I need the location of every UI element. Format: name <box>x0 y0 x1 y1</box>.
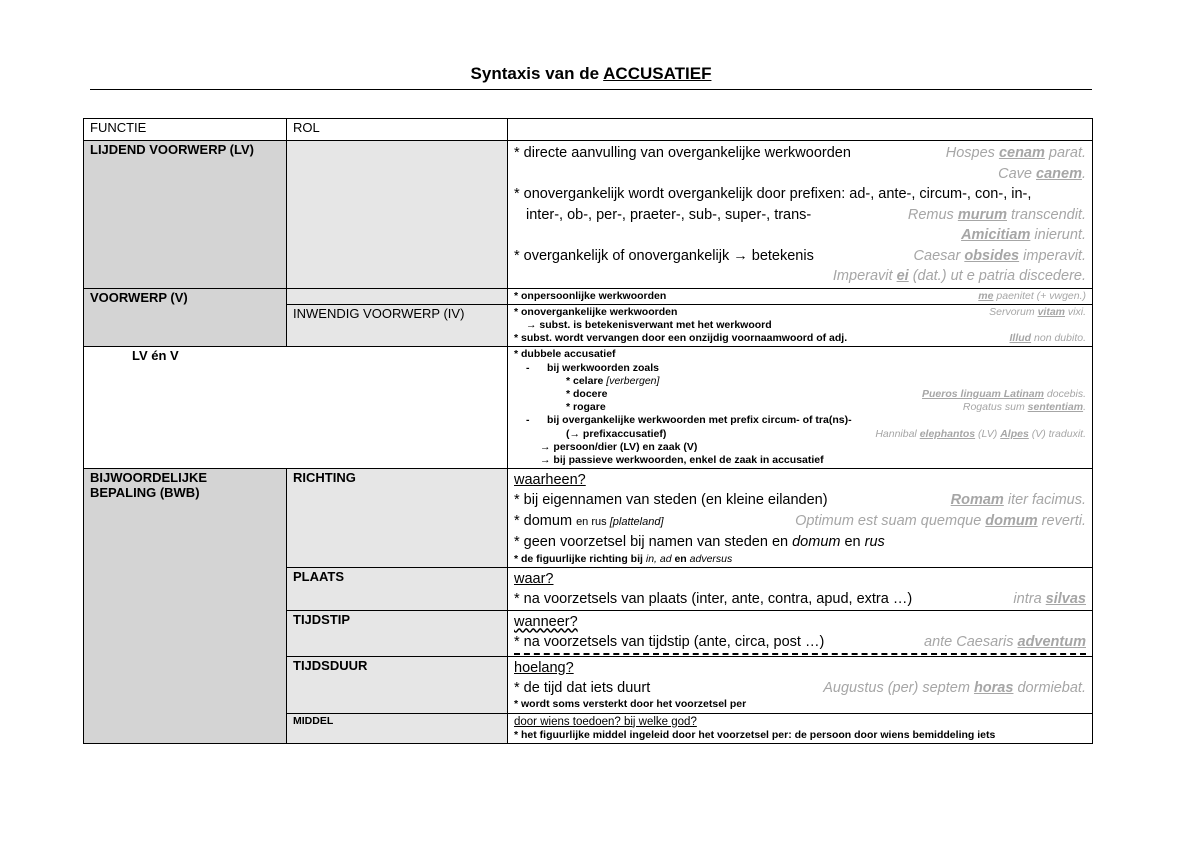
syntax-table <box>83 118 1093 744</box>
lv-line-3: inter-, ob-, per-, praeter-, sub-, super-, trans- <box>526 206 812 223</box>
v-line-3: → subst. is betekenisverwant met het werkwoord <box>526 318 772 331</box>
lvv-line-8: → persoon/dier (LV) en zaak (V) <box>540 440 698 453</box>
table-header-row <box>84 119 1093 141</box>
lvv-line-4: * docere <box>566 387 608 400</box>
richting-line-2: * domum en rus [platteland] <box>514 512 664 529</box>
row-v <box>84 288 1093 304</box>
v-example-1: me paenitet (+ vwgen.) <box>978 289 1086 302</box>
v-content-1 <box>508 288 1093 304</box>
v-content-2 <box>508 304 1093 347</box>
tijdsduur-content <box>508 656 1093 713</box>
richting-example-1: Romam iter facimus. <box>950 492 1086 509</box>
tijdsduur-line-2: * wordt soms versterkt door het voorzetsel per <box>514 698 747 711</box>
plaats-question: waar? <box>514 570 554 587</box>
lv-example-6: Imperavit ei (dat.) ut e patria discedere. <box>832 268 1086 284</box>
lvv-content <box>508 347 1093 469</box>
lv-line-2: * onovergankelijk wordt overgankelijk door prefixen: ad-, ante-, circum-, con-, in-, <box>514 186 1032 202</box>
row-lv <box>84 141 1093 289</box>
tijdstip-example-1: ante Caesaris adventum <box>924 634 1086 651</box>
tijdsduur-line-1: * de tijd dat iets duurt <box>514 679 651 696</box>
v-line-2: * onovergankelijke werkwoorden <box>514 305 678 318</box>
lvv-line-2: - bij werkwoorden zoals <box>526 361 660 374</box>
lvv-example-4: Pueros linguam Latinam docebis. <box>922 387 1086 400</box>
richting-example-2: Optimum est suam quemque domum reverti. <box>795 512 1086 529</box>
lv-example-1: Hospes cenam parat. <box>945 145 1086 161</box>
plaats-content <box>508 567 1093 611</box>
lvv-line-9: → bij passieve werkwoorden, enkel de zaak in accusatief <box>540 453 824 466</box>
row-bwb-richting <box>84 469 1093 568</box>
lv-example-3: Remus murum transcendit. <box>907 206 1086 223</box>
middel-question: door wiens toedoen? bij welke god? <box>514 715 697 728</box>
bwb-label: BIJWOORDELIJKE BEPALING (BWB) <box>84 469 287 744</box>
lv-example-4: Amicitiam inierunt. <box>961 227 1086 243</box>
tijdstip-question: wanneer? <box>514 614 578 631</box>
richting-label: RICHTING <box>287 469 508 568</box>
plaats-label: PLAATS <box>287 567 508 611</box>
richting-line-3: * geen voorzetsel bij namen van steden en domum en rus <box>514 534 885 551</box>
middel-label: MIDDEL <box>287 713 508 743</box>
iv-label: INWENDIG VOORWERP (IV) <box>287 304 508 347</box>
lvv-line-7: (→ prefixaccusatief) <box>566 427 667 440</box>
lvv-line-3: * celare [verbergen] <box>566 374 660 387</box>
richting-content <box>508 469 1093 568</box>
lvv-example-7: Hannibal elephantos (LV) Alpes (V) traduxit. <box>875 427 1086 440</box>
v-example-2: Servorum vitam vixi. <box>989 305 1086 318</box>
lv-content <box>508 141 1093 289</box>
lvv-example-5: Rogatus sum sententiam. <box>962 401 1086 414</box>
header-empty <box>508 119 1093 141</box>
lv-line-1: * directe aanvulling van overgankelijke werkwoorden <box>514 145 851 161</box>
tijdsduur-example-1: Augustus (per) septem horas dormiebat. <box>823 679 1086 696</box>
lvv-line-5: * rogare <box>566 401 606 414</box>
middel-line-1: * het figuurlijke middel ingeleid door het voorzetsel per: de persoon door wiens bemiddeling iets <box>514 728 996 741</box>
lv-example-5: Caesar obsides imperavit. <box>913 247 1086 264</box>
tijdstip-line-1: * na voorzetsels van tijdstip (ante, circa, post …) <box>514 634 825 651</box>
v-line-4: * subst. wordt vervangen door een onzijdig voornaamwoord of adj. <box>514 332 848 345</box>
middel-content <box>508 713 1093 743</box>
row-lv-v <box>84 347 1093 469</box>
v-example-4: Illud non dubito. <box>1009 332 1086 345</box>
richting-line-1: * bij eigennamen van steden (en kleine eilanden) <box>514 492 828 509</box>
richting-line-4: * de figuurlijke richting bij in, ad en adversus <box>514 552 733 565</box>
tijdsduur-question: hoelang? <box>514 659 574 676</box>
richting-question: waarheen? <box>514 472 586 489</box>
lv-example-2: Cave canem. <box>998 165 1086 182</box>
title-prefix: Syntaxis van de <box>470 64 604 83</box>
lvv-label: LV én V <box>84 347 508 469</box>
tijdstip-label: TIJDSTIP <box>287 611 508 657</box>
header-functie: FUNCTIE <box>84 119 287 141</box>
lv-rol <box>287 141 508 289</box>
plaats-line-1: * na voorzetsels van plaats (inter, ante, contra, apud, extra …) <box>514 590 913 607</box>
plaats-example-1: intra silvas <box>1013 590 1086 607</box>
header-rol: ROL <box>287 119 508 141</box>
lv-line-4: * overgankelijk of onovergankelijk → betekenis <box>514 247 814 264</box>
lvv-line-1: * dubbele accusatief <box>514 348 616 361</box>
tijdstip-content <box>508 611 1093 657</box>
v-line-1: * onpersoonlijke werkwoorden <box>514 289 667 302</box>
v-label: VOORWERP (V) <box>84 288 287 347</box>
lvv-line-6: - bij overgankelijke werkwoorden met prefix circum- of tra(ns)- <box>526 414 852 427</box>
tijdsduur-label: TIJDSDUUR <box>287 656 508 713</box>
lv-label: LIJDEND VOORWERP (LV) <box>84 141 287 289</box>
v-rol <box>287 288 508 304</box>
page-title <box>90 64 1092 90</box>
title-main: ACCUSATIEF <box>603 64 712 83</box>
